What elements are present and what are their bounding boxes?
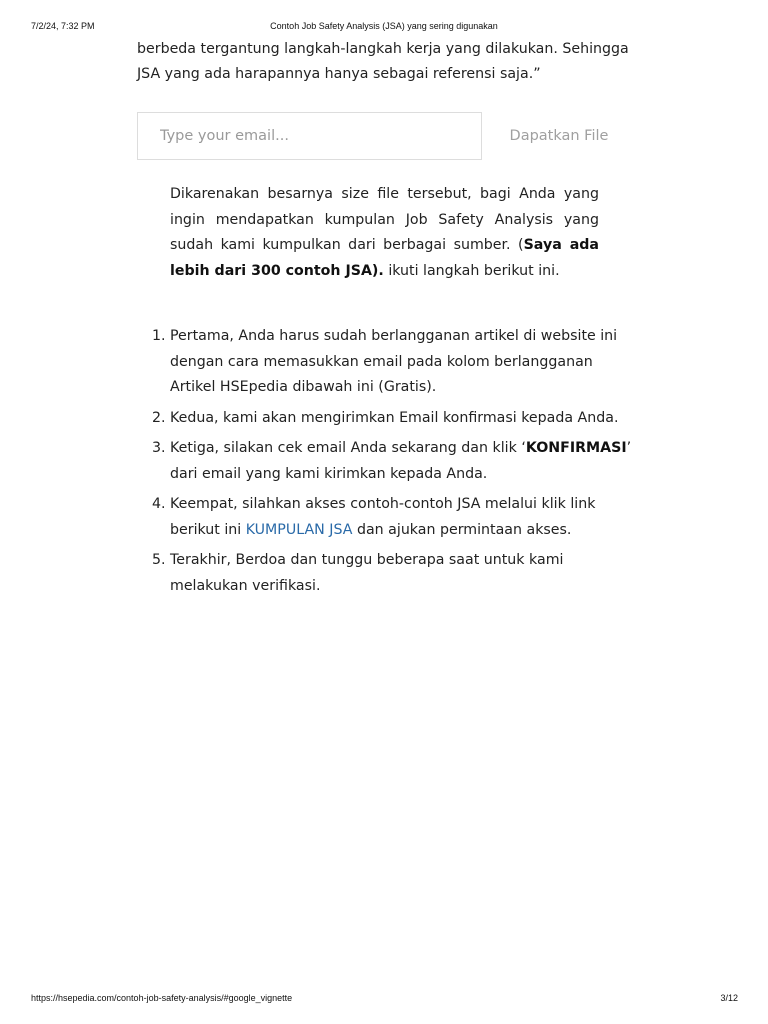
step-item [170, 406, 633, 432]
notice-paragraph [170, 182, 599, 284]
notice-bold-text: Saya ada lebih dari 300 contoh JSA). [170, 237, 600, 279]
step-item [170, 548, 633, 599]
email-input[interactable] [137, 112, 482, 160]
step-text: Terakhir, Berdoa dan tunggu beberapa saat untuk kami melakukan verifikasi. [170, 552, 564, 594]
subscribe-form [137, 112, 633, 162]
step-text: dan ajukan permintaan akses. [352, 521, 572, 538]
print-datetime: 7/2/24, 7:32 PM [31, 21, 95, 31]
page-number: 3/12 [720, 993, 738, 1003]
step-text: ’ dari email yang kami kirimkan kepada Anda. [170, 440, 632, 482]
step-item [170, 492, 633, 543]
get-file-button[interactable]: Dapatkan File [485, 112, 633, 160]
print-url: https://hsepedia.com/contoh-job-safety-analysis/#google_vignette [31, 993, 293, 1003]
confirm-keyword: KONFIRMASI [525, 440, 627, 456]
step-item [170, 436, 633, 487]
print-page-title: Contoh Job Safety Analysis (JSA) yang sering digunakan [270, 21, 498, 31]
step-text: Ketiga, silakan cek email Anda sekarang dan klik ‘ [170, 440, 526, 456]
step-text: Pertama, Anda harus sudah berlangganan artikel di website ini dengan cara memasukkan email pada kolom berlangganan Artikel HSEpedia dibawah ini (Gratis). [170, 328, 618, 395]
notice-text: Dikarenakan besarnya size file tersebut, bagi Anda yang ingin mendapatkan kumpulan Job Safety Analysis yang sudah kami kumpulkan dari berbagai sumber. ( [170, 186, 599, 253]
steps-list [137, 324, 633, 604]
step-item [170, 324, 633, 401]
intro-paragraph: berbeda tergantung langkah-langkah kerja yang dilakukan. Sehingga JSA yang ada harapannya hanya sebagai referensi saja.” [137, 41, 629, 82]
step-text: Kedua, kami akan mengirimkan Email konfirmasi kepada Anda. [170, 409, 619, 426]
notice-text-end: ikuti langkah berikut ini. [383, 262, 560, 279]
step-text: Keempat, silahkan akses contoh-contoh JSA melalui klik link berikut ini [170, 496, 596, 538]
kumpulan-jsa-link[interactable]: KUMPULAN JSA [245, 521, 353, 538]
